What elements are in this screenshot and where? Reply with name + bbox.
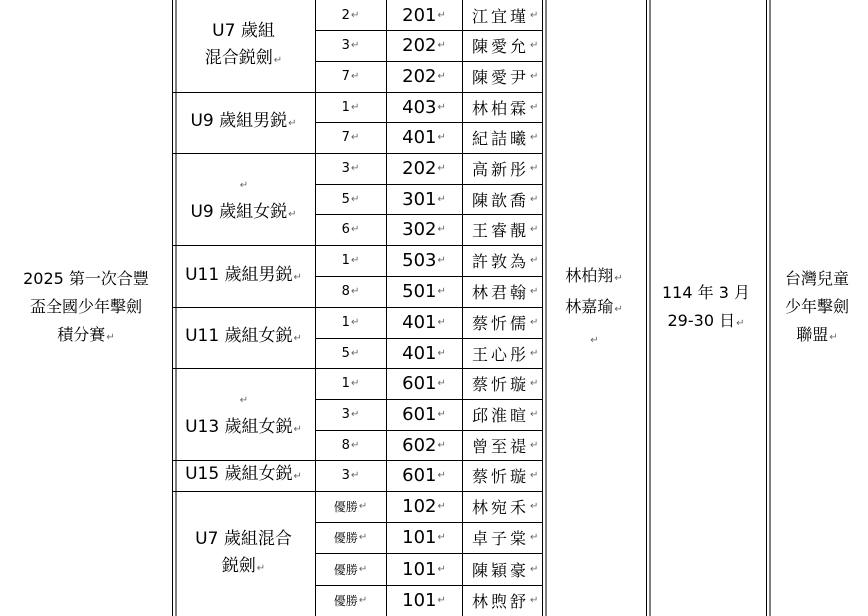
- class-number: 601: [402, 373, 437, 394]
- rank-value: 3: [341, 407, 350, 422]
- class-number: 301: [402, 188, 437, 210]
- paragraph-mark: ↵: [256, 562, 266, 574]
- paragraph-mark: ↵: [590, 334, 599, 346]
- group-line: U9 歲組女鋭: [190, 202, 288, 222]
- paragraph-mark: ↵: [239, 180, 249, 191]
- event-name-line-1: 2025 第一次合豐: [23, 268, 149, 288]
- rank-value: 2: [341, 7, 350, 23]
- class-number: 201: [402, 4, 437, 26]
- paragraph-mark: ↵: [437, 378, 446, 389]
- event-name-line-3: 積分賽: [57, 324, 106, 344]
- paragraph-mark: ↵: [437, 224, 446, 235]
- paragraph-mark: ↵: [437, 439, 446, 451]
- paragraph-mark: ↵: [614, 303, 623, 315]
- paragraph-mark: ↵: [437, 563, 446, 575]
- paragraph-mark: ↵: [350, 132, 360, 143]
- student-name: 林君翰: [472, 283, 530, 302]
- paragraph-mark: ↵: [350, 40, 360, 51]
- paragraph-mark: ↵: [288, 209, 297, 220]
- paragraph-mark: ↵: [437, 9, 446, 21]
- rank-value: 優勝: [333, 531, 358, 545]
- paragraph-mark: ↵: [293, 471, 302, 482]
- paragraph-mark: ↵: [293, 333, 302, 344]
- rank-value: 5: [341, 345, 350, 361]
- paragraph-mark: ↵: [350, 224, 360, 235]
- paragraph-mark: ↵: [530, 224, 542, 235]
- paragraph-mark: ↵: [736, 317, 745, 329]
- rank-value: 5: [341, 191, 350, 207]
- student-name: 林宛禾: [472, 498, 530, 517]
- paragraph-mark: ↵: [829, 331, 838, 343]
- class-number: 401: [402, 127, 437, 148]
- paragraph-mark: ↵: [358, 595, 368, 606]
- paragraph-mark: ↵: [530, 101, 542, 113]
- class-number: 101: [402, 590, 437, 611]
- paragraph-mark: ↵: [530, 317, 542, 328]
- class-number: 101: [402, 558, 437, 580]
- rank-value: 6: [341, 222, 350, 237]
- student-name: 陳歆喬: [472, 190, 530, 210]
- student-name: 邱淮暄: [472, 406, 530, 425]
- rank-value: 3: [341, 468, 350, 483]
- paragraph-mark: ↵: [530, 347, 542, 359]
- rank-value: 7: [341, 69, 350, 84]
- student-name: 林柏霖: [472, 98, 530, 118]
- paragraph-mark: ↵: [437, 286, 446, 297]
- paragraph-mark: ↵: [530, 563, 542, 575]
- student-name: 王睿靚: [472, 221, 530, 240]
- paragraph-mark: ↵: [437, 347, 446, 359]
- student-name: 陳愛尹: [472, 68, 530, 87]
- rank-value: 7: [341, 130, 350, 145]
- paragraph-mark: ↵: [350, 286, 360, 297]
- class-number: 401: [402, 342, 437, 364]
- organizer-line: 聯盟: [796, 324, 829, 344]
- paragraph-mark: ↵: [437, 255, 446, 266]
- paragraph-mark: ↵: [437, 409, 446, 420]
- class-number: 401: [402, 312, 437, 333]
- paragraph-mark: ↵: [530, 71, 542, 82]
- paragraph-mark: ↵: [530, 409, 542, 420]
- paragraph-mark: ↵: [530, 470, 542, 481]
- rank-value: 3: [341, 38, 350, 53]
- group-line: U15 歲組女鋭: [185, 464, 293, 484]
- rank-value: 優勝: [333, 500, 358, 514]
- class-number: 202: [402, 158, 437, 179]
- paragraph-mark: ↵: [437, 595, 446, 606]
- paragraph-mark: ↵: [350, 409, 360, 420]
- group-line: 混合鋭劍: [204, 48, 273, 68]
- paragraph-mark: ↵: [437, 193, 446, 205]
- class-number: 202: [402, 66, 437, 87]
- paragraph-mark: ↵: [358, 563, 368, 575]
- student-name: 高新彤: [472, 160, 530, 179]
- class-number: 602: [402, 434, 437, 456]
- coach-name: 林柏翔: [565, 265, 614, 285]
- rank-value: 1: [341, 376, 350, 391]
- class-number: 101: [402, 527, 437, 548]
- organizer-line: 少年擊劍: [784, 296, 849, 316]
- student-name: 卓子棠: [472, 529, 530, 548]
- group-line: U9 歲組男鋭: [190, 111, 288, 131]
- student-name: 許敦為: [472, 252, 530, 271]
- class-number: 601: [402, 404, 437, 425]
- date-line: 29-30 日: [667, 310, 736, 330]
- class-number: 503: [402, 250, 437, 271]
- rank-value: 1: [341, 315, 350, 330]
- paragraph-mark: ↵: [530, 163, 542, 174]
- paragraph-mark: ↵: [293, 271, 302, 283]
- group-line: U7 歲組混合: [195, 528, 292, 549]
- group-line: U13 歲組女鋭: [185, 417, 293, 437]
- paragraph-mark: ↵: [437, 501, 446, 512]
- group-line: U11 歲組女鋭: [185, 326, 293, 346]
- group-line: U11 歲組男鋭: [185, 264, 293, 285]
- student-name: 蔡忻璇: [472, 375, 530, 394]
- paragraph-mark: ↵: [530, 532, 542, 543]
- group-line: 鋭劍: [221, 555, 256, 576]
- paragraph-mark: ↵: [530, 132, 542, 143]
- paragraph-mark: ↵: [288, 118, 297, 129]
- rank-value: 3: [341, 161, 350, 176]
- paragraph-mark: ↵: [350, 378, 360, 389]
- paragraph-mark: ↵: [530, 595, 542, 606]
- event-name-line-2: 盃全國少年擊劍: [29, 296, 142, 316]
- group-line: U7 歲組: [212, 21, 275, 41]
- paragraph-mark: ↵: [350, 470, 360, 481]
- paragraph-mark: ↵: [530, 286, 542, 297]
- paragraph-mark: ↵: [530, 378, 542, 389]
- paragraph-mark: ↵: [350, 347, 360, 359]
- date-line: 114 年 3 月: [662, 282, 750, 302]
- paragraph-mark: ↵: [350, 317, 360, 328]
- class-number: 202: [402, 35, 437, 56]
- paragraph-mark: ↵: [358, 501, 368, 512]
- paragraph-mark: ↵: [437, 163, 446, 174]
- paragraph-mark: ↵: [350, 193, 360, 205]
- class-number: 403: [402, 96, 437, 118]
- student-name: 蔡忻璇: [472, 467, 530, 486]
- paragraph-mark: ↵: [350, 163, 360, 174]
- student-name: 陳穎豪: [472, 560, 530, 580]
- student-name: 蔡忻儒: [472, 314, 530, 333]
- rank-value: 8: [341, 437, 350, 453]
- rank-value: 優勝: [333, 562, 358, 577]
- paragraph-mark: ↵: [437, 101, 446, 113]
- paragraph-mark: ↵: [350, 101, 360, 113]
- student-name: 江宜瑾: [472, 6, 530, 26]
- paragraph-mark: ↵: [530, 255, 542, 266]
- student-name: 紀詰曦: [472, 129, 530, 148]
- student-name: 王心彤: [472, 344, 530, 364]
- coach-name: 林嘉瑜: [565, 296, 614, 316]
- paragraph-mark: ↵: [358, 532, 368, 543]
- paragraph-mark: ↵: [614, 272, 623, 284]
- rank-value: 優勝: [333, 594, 358, 608]
- student-name: 曾至禔: [472, 436, 530, 456]
- paragraph-mark: ↵: [530, 439, 542, 451]
- paragraph-mark: ↵: [106, 331, 115, 343]
- student-name: 陳愛允: [472, 37, 530, 56]
- paragraph-mark: ↵: [273, 55, 283, 66]
- paragraph-mark: ↵: [437, 532, 446, 543]
- class-number: 102: [402, 496, 437, 517]
- paragraph-mark: ↵: [239, 395, 249, 406]
- rank-value: 8: [341, 284, 350, 299]
- paragraph-mark: ↵: [437, 470, 446, 481]
- paragraph-mark: ↵: [437, 71, 446, 82]
- paragraph-mark: ↵: [437, 132, 446, 143]
- paragraph-mark: ↵: [350, 439, 360, 451]
- paragraph-mark: ↵: [293, 424, 302, 435]
- class-number: 501: [402, 281, 437, 302]
- paragraph-mark: ↵: [350, 9, 360, 21]
- student-name: 林煦舒: [472, 592, 530, 611]
- rank-value: 1: [341, 253, 350, 268]
- organizer-line: 台灣兒童: [784, 268, 849, 288]
- paragraph-mark: ↵: [350, 71, 360, 82]
- class-number: 302: [402, 219, 437, 240]
- paragraph-mark: ↵: [437, 317, 446, 328]
- paragraph-mark: ↵: [530, 9, 542, 21]
- paragraph-mark: ↵: [530, 193, 542, 205]
- paragraph-mark: ↵: [530, 501, 542, 512]
- rank-value: 1: [341, 99, 350, 115]
- paragraph-mark: ↵: [437, 40, 446, 51]
- class-number: 601: [402, 465, 437, 486]
- paragraph-mark: ↵: [350, 255, 360, 266]
- paragraph-mark: ↵: [530, 40, 542, 51]
